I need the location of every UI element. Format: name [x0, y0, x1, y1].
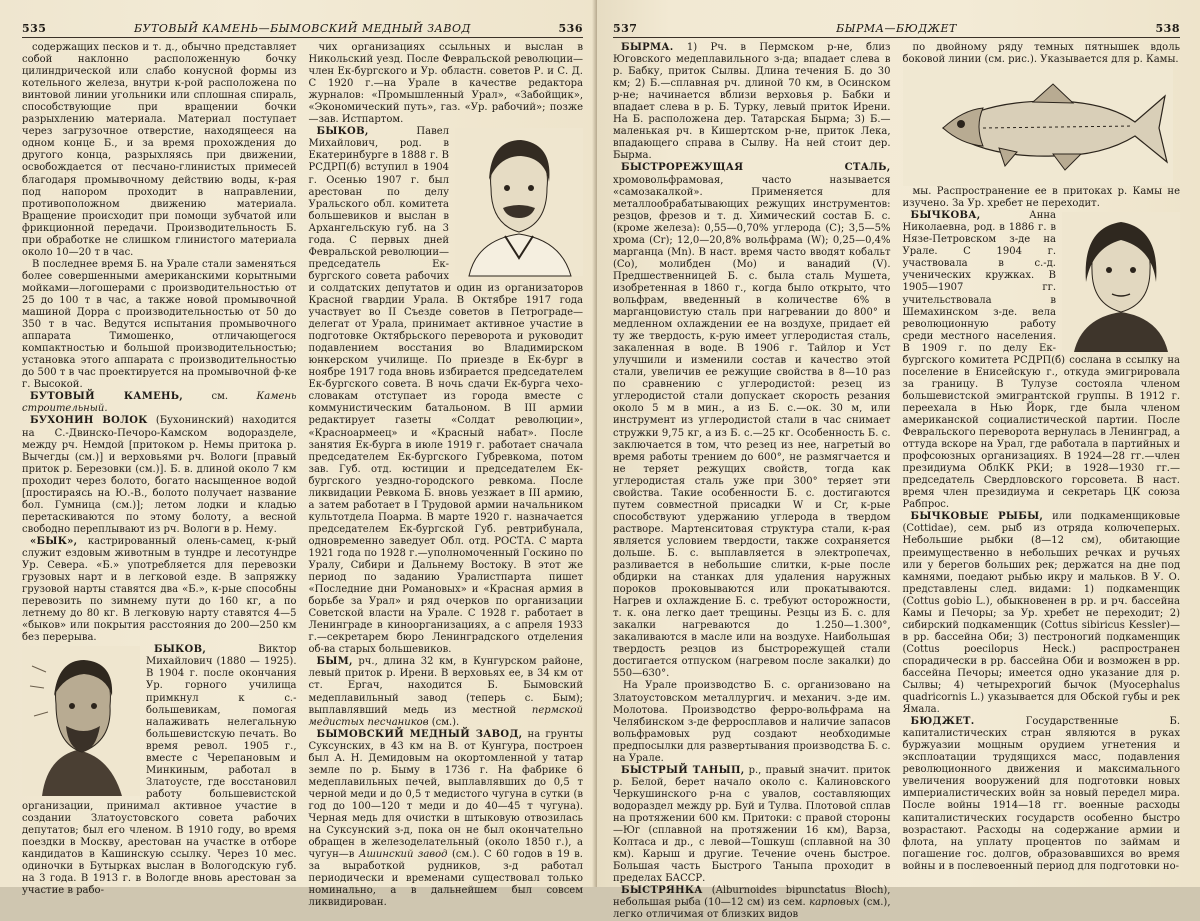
headword: «БЫК», [30, 535, 78, 547]
cross-reference: Камень строительный. [22, 391, 297, 415]
entry-bystrorezhushchaya-stal: БЫСТРОРЕЖУЩАЯ СТАЛЬ, хромовольфрамовая, часто называется «самозакалкой». Применяется для металлообрабатывающих режущих инструментов: резцов, фрезов и т. д. Химический состав Б. с. (кроме железа): 0,55—0,70% углерода (C); 3,5—5% хрома (Cr); 12,0—20,8% вольфрама (W); 0,25—0,4% марганца (Mn). В наст. время часто вводят кобальт (Co), молибден (Mo) и ванадий (V). Предшественницей Б. с. была сталь Мушета, изобретенная в 1860 г., когда было открыто, что вольфрам, введенный в количестве 6% в марганцовистую сталь при нагревании до 800° и медленном охлаждении ее на воздухе, придает ей ту же твердость, к-рую имеет углеродистая сталь, закаленная в воде. В 1906 г. Тайлор и Уст улучшили и изменили состав и качество этой стали, увеличив ее режущие свойства в 8—10 раз по сравнению с углеродистой: резец из углеродистой стали допускает скорость резания около 5 м в мин., а из Б. с.—ок. 30 м, или инструмент из углеродистой стали в час снимает стружки 9,75 кг, а из Б. с.—25 кг. Особенность Б. с. заключается в том, что резец из нее, нагретый во время работы трением до 600°, не размягчается и не теряет режущих свойств, тогда как углеродистая сталь уже при 300° теряет эти свойства. Такие особенности Б. с. достигаются путем совместной присадки W и Cr, к-рые способствуют удержанию углерода в твердом растворе. Мартенситовая структура стали, к-рая является условием твердости, также сохраняется дольше. Б. с. выплавляется в электропечах, разливается в небольшие слитки, к-рые после обдирки на станках для удаления наружных пороков проковываются или прокатываются. Нагрев и охлаждение Б. с. требуют осторожности, т. к. она легко дает трещины. Резцы из Б. с. для закалки нагреваются до 1.250—1.300°, закаливаются в масле или на воздухе. Наибольшая твердость резцов из быстрорежущей стали достигается отпуском (нагревом после закалки) до 550—630°. [613, 162, 891, 680]
left-page [0, 0, 597, 909]
right-columns [613, 42, 1180, 921]
entry-bymovsky-zavod: БЫМОВСКИЙ МЕДНЫЙ ЗАВОД, на грунты Суксунских, в 43 км на В. от Кунгура, построен был А. Н. Демидовым на окортомленной у татар земле по р. Быму в 1736 г. На фабрике 6 медеплавильных печей, выплавлявших до 0,5 т черной меди и до 0,5 т медистого чугуна в сутки (в год до 100—120 т меди и до 40—45 т чугуна). Черная медь для очистки в штыковую отвозилась на Суксунский з-д, пока он не был окончательно обращен в железоделательный (около 1850 г.), а чугун—в Ашинский завод (см.). С 60 годов в 19 в. за выработкой рудников, з-д работал периодически и временами существовал только номинально, а в дальнейшем был совсем ликвидирован. [308, 728, 584, 909]
fish-illustration [903, 66, 1181, 186]
right-running-header [613, 22, 1180, 38]
portrait-bychkova [1062, 212, 1180, 352]
entry-bychkovye-ryby: БЫЧКОВЫЕ РЫБЫ, или подкаменщиковые (Cottidae), сем. рыб из отряда колючеперых. Небольшие рыбки (8—12 см), обитающие преимущественно в небольших речках и ручьях или у берегов больших рек; держатся на дне под камнями, поедают рыбью икру и мальков. В У. О. представлены след. видами: 1) подкаменщик (Cottus gobio L.), обыкновенен в рр. и рч. бассейна Камы и Печоры; за Ур. хребет не переходит; 2) сибирский подкаменщик (Cottus sibiricus Kessler)—в рр. бассейна Оби; 3) пестроногий подкаменщик (Cottus poecilopus Heck.) распространен спорадически в рр. бассейна Оби и возможен в рр. бассейна Печоры; имеется одно указание для р. Сылвы; 4) четырехрогий бычок (Myocephalus quadricornis L.) указывается для Обской губы и рек Ямала. [902, 511, 1180, 716]
paragraph: чих организациях ссыльных и выслан в Никольский уезд. После Февральской революции—член Ек-бургского и Ур. областн. советов Р. и С. Д. С 1920 г.—на Урале в качестве редактора журналов: «Промышленный Урал», «Забойщик», «Экономический путь», газ. «Ур. рабочий»; позже—зав. Истпартом. [308, 42, 583, 126]
page-number-537: 537 [613, 22, 638, 35]
headword: БЫКОВ, [154, 644, 207, 656]
paragraph: по двойному ряду темных пятнышек вдоль боковой линии (см. рис.). Указывается для р. Камы. [902, 42, 1180, 66]
headword: БЫКОВ, [316, 126, 369, 138]
left-column-1 [22, 42, 297, 897]
left-columns [22, 42, 584, 909]
entry-bystryanka: БЫСТРЯНКА (Alburnoides bipunctatus Bloch), небольшая рыба (10—12 см) из сем. карповых (см.), легко отличимая от близких видов [613, 885, 891, 921]
right-page [597, 0, 1200, 921]
headword: БЫРМА. [621, 42, 674, 53]
right-column-1 [613, 42, 891, 921]
headword: БУТОВЫЙ КАМЕНЬ, [30, 391, 184, 403]
paragraph: В последнее время Б. на Урале стали заменяться более совершенными американскими корытными мойками—логошерами с производительностью от 25 до 100 т в час, а также новой промывочной машиной Дорра с производительностью от 50 до 350 т в час. Ведутся испытания промывочного аппарата Тимошенко, отличающегося компактностью и большой производительностью; установка этого аппарата с производительностью до 500 т в час проектируется на промывочной ф-ке г. Высокой. [22, 258, 297, 391]
headword: БЫМОВСКИЙ МЕДНЫЙ ЗАВОД, [316, 728, 523, 740]
entry-bychkova: БЫЧКОВА, Анна Николаевна, род. в 1886 г. в Нязе-Петровском з-де на Урале. С 1904 г. участвовала в с.-д. ученических кружках. В 1905—1907 гг. учительствовала в Шемахинском з-де. вела революционную работу среди местного населения. В 1909 г. по делу Ек-бургского комитета РСДРП(б) сослана в ссылку на поселение в Енисейскую г., откуда эмигрировала за границу. В Тулузе состояла членом большевистской эмигрантской группы. В 1912 г. переехала в Нью Йорк, где была членом американской социалистической партии. После Февральского переворота вернулась в Ленинград, а оттуда вскоре на Урал, где работала в партийных и профсоюзных организациях. В 1924—28 гг.—член президиума ОблКК РКИ; в 1928—1930 гг.—председатель Свердловского горсовета. В наст. время член президиума и секретарь ЦК союза Рабпрос. [902, 210, 1180, 511]
headword: БЮДЖЕТ. [910, 716, 975, 728]
paragraph: На Урале производство Б. с. организовано на Златоустовском металлургич. и механич. з-де им. Молотова. Производство ферро-вольфрама на Челябинском з-де ферросплавов и наличие запасов вольфрамовых руд создают необходимые предпосылки для развертывания производства Б. с. на Урале. [613, 680, 891, 764]
entry-bym: БЫМ, рч., длина 32 км, в Кунгурском районе, левый приток р. Ирени. В верховьях ее, в 34 км от ст. Ергач, находится Б. Бымовский медеплавильный завод (теперь с. Бым); выплавлявший медь из местной пермской медистых песчаников (см.). [308, 656, 583, 728]
page-number-535: 535 [22, 22, 47, 35]
page-number-536: 536 [558, 22, 583, 35]
headword: БЫСТРОРЕЖУЩАЯ СТАЛЬ, [621, 162, 891, 174]
headword: БУХОНИН ВОЛОК [30, 415, 148, 427]
entry-bukhonin-volok: БУХОНИН ВОЛОК (Бухонинский) находится на С.-Двинско-Печоро-Камском водоразделе, между рч. Немдой [притоком р. Немы притока р. Вычегды (см.)] и верховьями рч. Вологи [правый приток р. Березовки (см.)]. Б. в. длиной около 7 км проходит через болото, богато насыщенное водой [простираясь на Ю.-В., болото получает название бол. Гумница (см.)]; летом лодки и кладью перетаскиваются по этому болоту, а весной свободно переплывают из рч. Вологи в р. Нему. [22, 415, 297, 535]
entry-butovy-kamen: БУТОВЫЙ КАМЕНЬ, см. Камень строительный. [22, 391, 297, 415]
headword: БЫСТРЫЙ ТАНЫП, [621, 764, 745, 776]
headword: БЫСТРЯНКА [621, 885, 703, 897]
right-column-2 [903, 42, 1181, 888]
headword: БЫМ, [316, 656, 353, 668]
headword: БЫЧКОВА, [910, 210, 981, 222]
entry-byudzhet: БЮДЖЕТ. Государственные Б. капиталистических стран являются в руках буржуазии мощным орудием угнетения и эксплоатации трудящихся масс, подавления революционного движения и максимального увеличения вооружений для подготовки новых империалистических войн за новый передел мира. После войны 1914—18 гг. военные расходы капиталистических государств особенно быстро возрастают. Расходы на содержание армии и флота, на уплату процентов по займам и погашение гос. долгов, образовавшихся во время войны и в послевоенный период для подготовки но- [902, 716, 1180, 872]
portrait-bykov-viktor [22, 646, 140, 796]
entry-byk: «БЫК», кастрированный олень-самец, к-рый служит ездовым животным в тундре и лесотундре Ур. Севера. «Б.» употребляется для перевозки грузовых нарт и в легковой езде. В запряжку грузовой нарты ставятся два «Б.», к-рые способны перевозить по зимнему пути до 160 кг, а по летнему до 80 кг. В легковую нарту ставятся 4—5 «быков» или покрытия расстояния до 200—250 км без перерыва. [22, 535, 297, 644]
paragraph: мы. Распространение ее в притоках р. Камы не изучено. За Ур. хребет не переходит. [902, 186, 1180, 210]
left-running-head: БУТОВЫЙ КАМЕНЬ—БЫМОВСКИЙ МЕДНЫЙ ЗАВОД [134, 22, 471, 35]
portrait-bykov-pavel [455, 128, 583, 276]
page-number-538: 538 [1155, 22, 1180, 35]
left-column-2 [308, 42, 584, 909]
entry-bykov-pavel: БЫКОВ, Павел Михайлович, род. в Екатеринбурге в 1888 г. В РСДРП(б) вступил в 1904 г. Осенью 1907 г. был арестован по делу Уральского обл. комитета большевиков и выслан в Архангельскую губ. на 3 года. С первых дней Февральской революции—председатель Ек-бургского совета рабочих и солдатских депутатов и один из организаторов Красной гвардии Урала. В Октябре 1917 года участвует во II Съезде советов в Петрограде—делегат от Урала, принимает активное участие в подготовке Октябрьского переворота и руководит подавлением восстания во Владимирском юнкерском училище. По приезде в Ек-бург в ноябре 1917 года вновь избирается председателем Ек-бургского совета. В ночь сдачи Ек-бурга чехо-словакам отступает из города вместе с коммунистическим батальоном. В III армии редактирует газеты «Солдат революции», «Красноармеец» и «Красный набат». После занятия Ек-бурга в июле 1919 г. работает сначала председателем Ек-бургского Губревкома, потом зав. Губ. отд. юстиции и председателем Ек-бургского уездно-городского ревкома. После ликвидации Ревкома Б. вновь уезжает в III армию, а затем работает в I Трудовой армии начальником культотдела Поарма. В марте 1920 г. назначается председателем Ек-бургской Губ. ревтрибунала, одновременно заведует Обл. отд. РОСТА. С марта 1921 года по 1928 г.—уполномоченный Госкино по Уралу, Сибири и Дальнему Востоку. В этот же период по заданию Уралистпарта пишет «Последние дни Романовых» и «Красная армия в борьбе за Урал» и ряд очерков по организации Советской власти на Урале. С 1928 г. работает в Ленинграде в кинoорганизациях, а с апреля 1933 г.—секретарем бюро Ленинградского отделения об-ва старых большевиков. [308, 126, 583, 656]
left-running-header [22, 22, 583, 38]
entry-bykov-viktor: БЫКОВ, Виктор Михайлович (1880 — 1925). В 1904 г. после окончания Ур. горного училища примкнул к с.-большевикам, помогая налаживать нелегальную большевистскую печать. Во время револ. 1905 г., вместе с Черепановым и Минкиным, работал в Златоусте, где восстановил работу большевистской организации, принимал активное участие в создании Златоустовского совета рабочих депутатов; был его членом. В 1910 году, во время поездки в Москву, арестован на участке в отборе кандидатов в Кашинскую ссылку. Через 10 мес. одиночки в Бутырках выслан в Вологодскую губ. на 3 года. В 1913 г. в Вологде вновь арестован за участие в рабо- [22, 644, 297, 897]
entry-bystry-tanyp: БЫСТРЫЙ ТАНЫП, р., правый значит. приток р. Белой, берет начало около с. Калиновского Черкушинского р-на с увалов, составляющих водораздел между рр. Буй и Тулва. Плотовой сплав на протяжении 600 км. Притоки: с правой стороны—Юг (сплавной на протяжении 16 км), Варза, Колтаса и др., с левой—Тошкуш (сплавной на 30 км). Карыш и другие. Течение очень быстрое. Большая часть Быстрого Таныпа проходит в пределах БАССР. [613, 764, 891, 885]
entry-byrma: БЫРМА. 1) Рч. в Пермском р-не, близ Юговского медеплавильного з-да; впадает слева в р. Бабку, приток Сылвы. Длина течения Б. до 30 км; 2) Б.—сплавная рч. длиной 70 км, в Осинском р-не; начинается вблизи верховья р. Бабки и впадает слева в р. Б. Турку, левый приток Ирени. На Б. расположена дер. Татарская Бырма; 3) Б.—маленькая рч. в Кишертском р-не, приток Лека, впадающего справа в Сылву. На ней стоит дер. Бырма. [613, 42, 891, 162]
right-running-head: БЫРМА—БЮДЖЕТ [836, 22, 957, 35]
paragraph: содержащих песков и т. д., обычно представляет собой наклонно расположенную бочку цилиндрической или слабо конусной формы из котельного железа, внутри к-рой расположена по винтовой линии угольники или сплошная спираль, способствующие при вращении бочки разрыхлению материала. Материал поступает через загрузочное отверстие, находящееся на одном конце Б., и за время прохождения до другого конца, разрыхляясь при движении, освобождается от песчано-глинистых примесей благодаря промывочному действию воды, к-рая под напором проходит в направлении, противоположном движению материала. Вращение происходит при помощи зубчатой или фрикционной передачи. Производительность Б. при обработке не слишком глинистого материала около 10—20 т в час. [22, 42, 297, 258]
headword: БЫЧКОВЫЕ РЫБЫ, [910, 511, 1044, 523]
